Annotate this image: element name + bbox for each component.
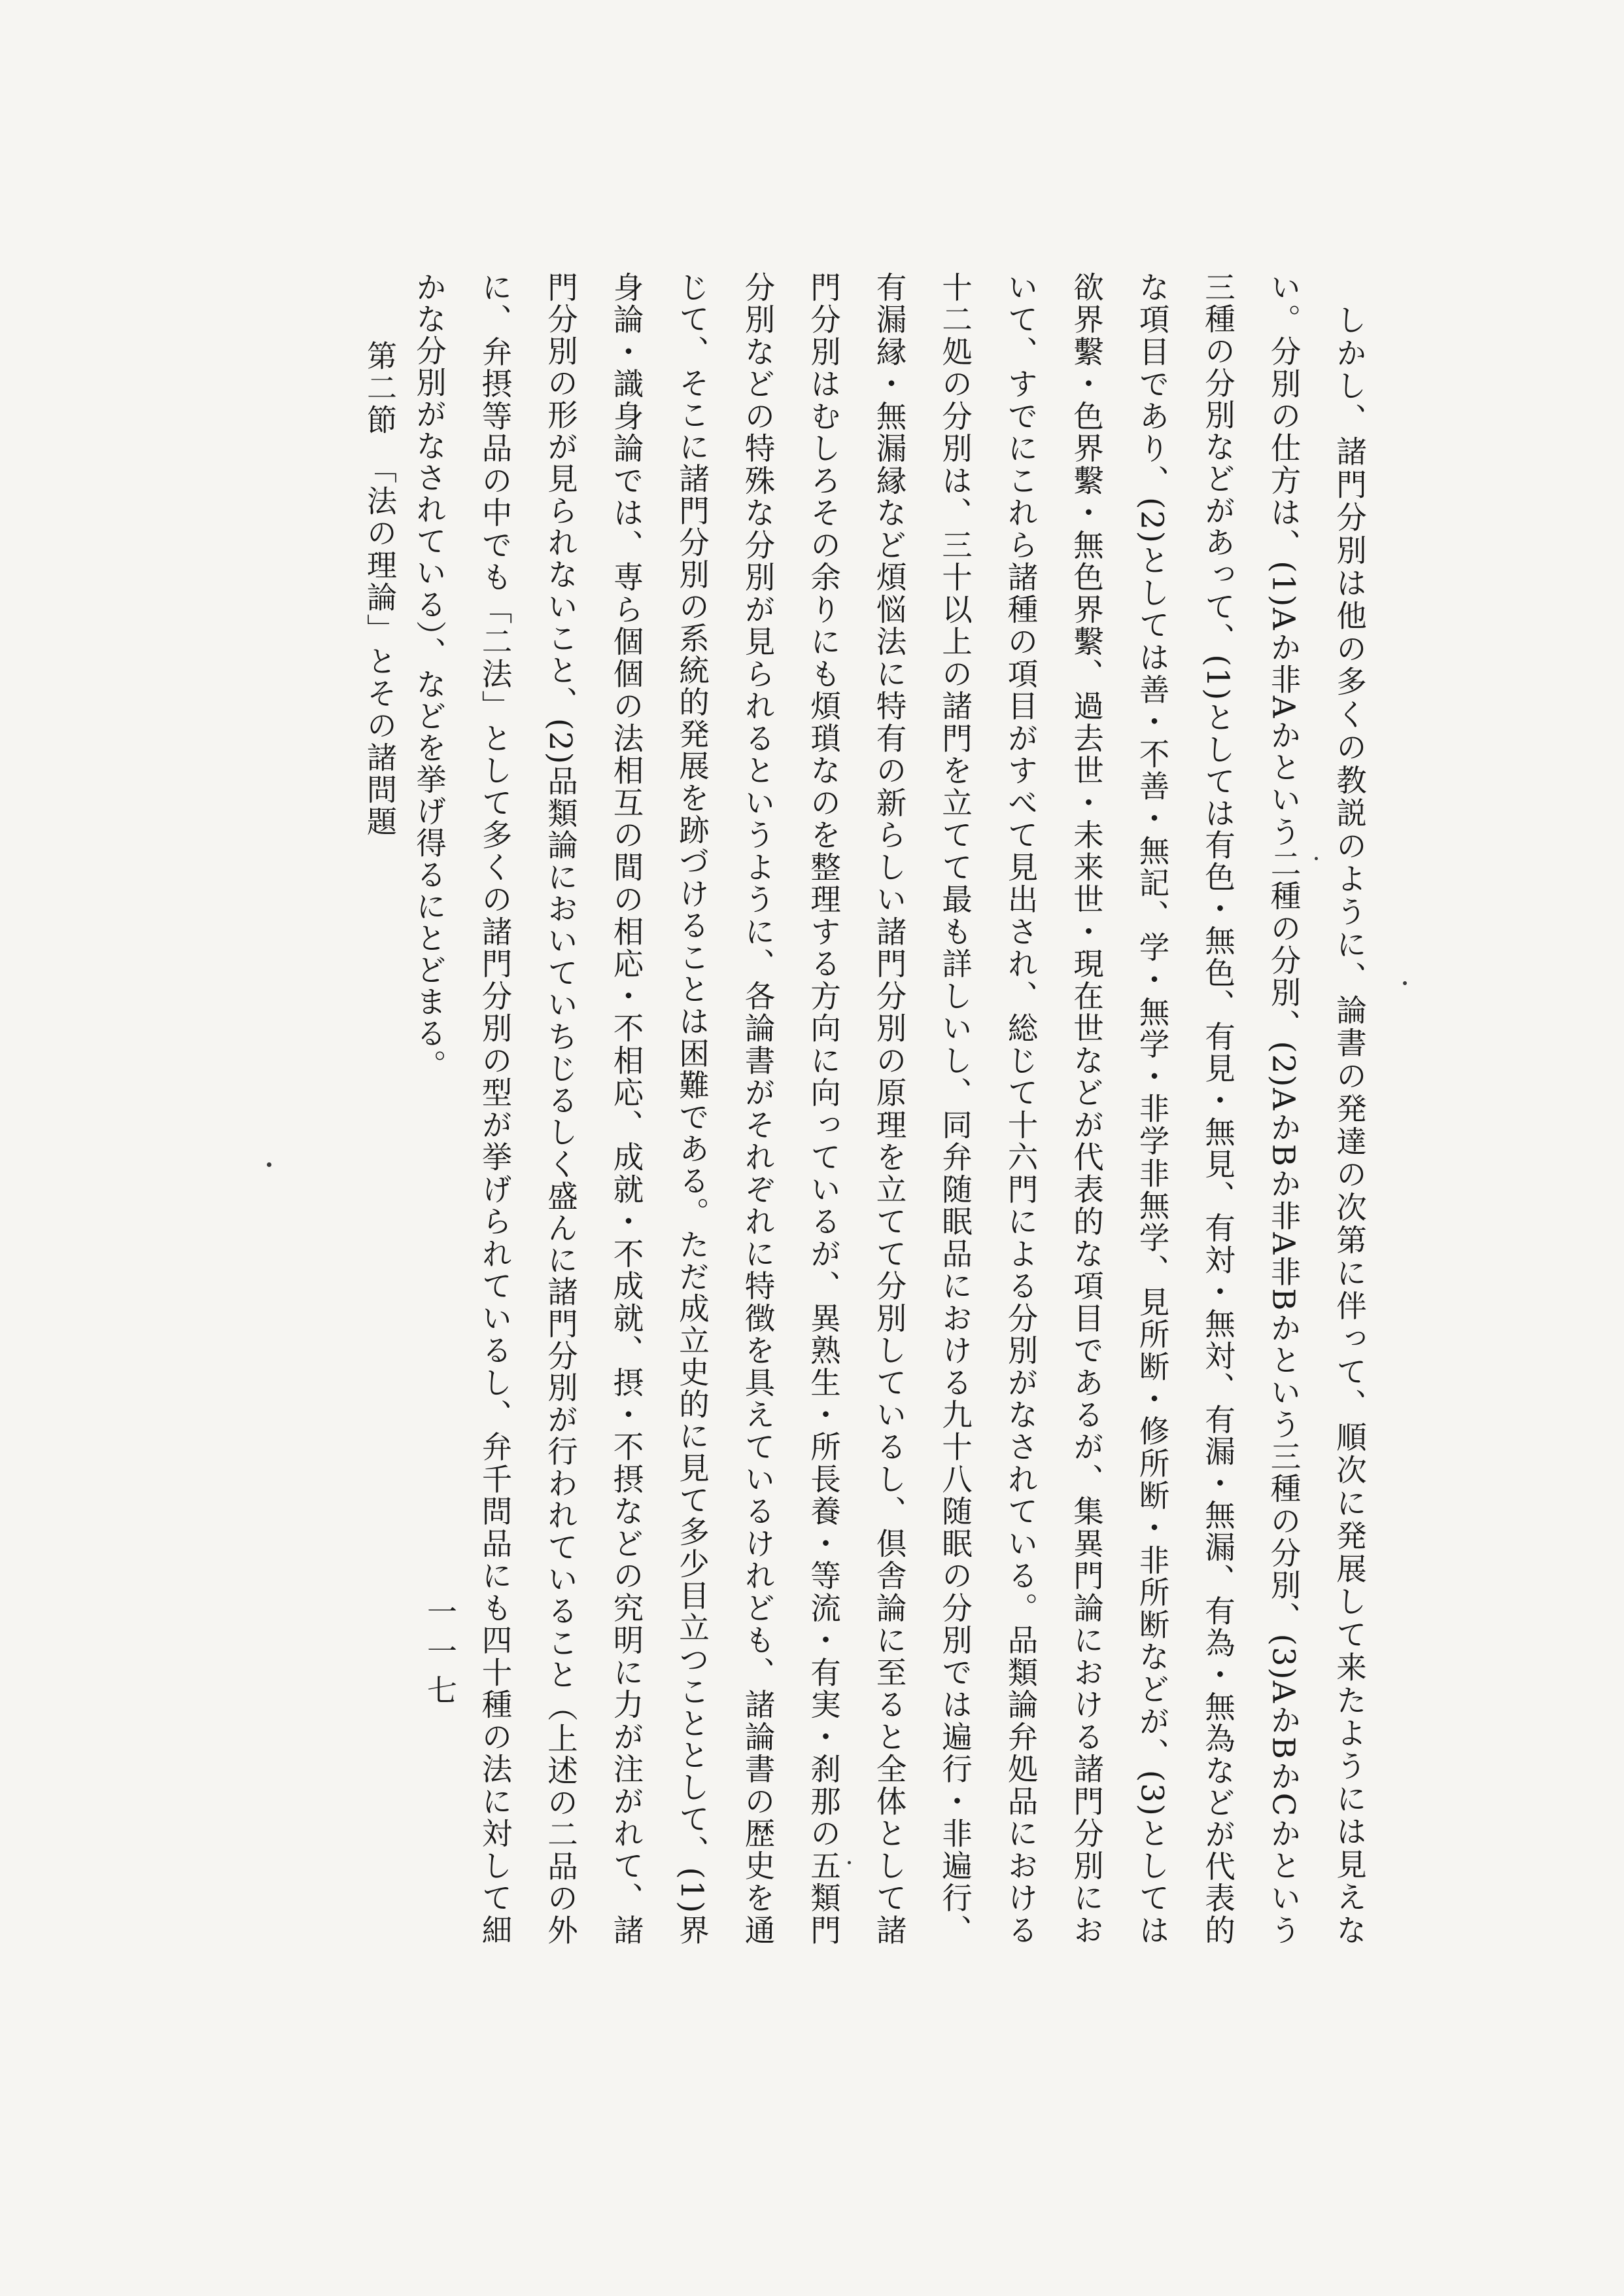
scan-speck: [848, 1861, 851, 1864]
page-number: 一一七: [423, 1596, 458, 1714]
running-head: 第二節 「法の理論」とその諸問題: [362, 340, 398, 838]
scan-speck: [1315, 857, 1318, 860]
paragraph: しかし、諸門分別は他の多くの教説のように、論書の発達の次第に伴って、順次に発展して来たようには見えない。分別の仕方は、(1)Aか非Aかという二種の分別、(2)AかBか非A非Bかという三種の分別、(3)AかBかCかという三種の分別などがあって、(1)としては有色・無色、有見・無見、有対・無対、有漏・無漏、有為・無為などが代表的な項目であり、(2)としては善・不善・無記、学・無学・非学非無学、見所断・修所断・非所断などが、(3)としては欲界繫・色界繫・無色界繫、過去世・未来世・現在世などが代表的な項目であるが、集異門論における諸門分別において、すでにこれら諸種の項目がすべて見出され、総じて十六門による分別がなされている。品類論弁処品における十二処の分別は、三十以上の諸門を立てて最も詳しいし、同弁随眠品における九十八随眠の分別では遍行・非遍行、有漏縁・無漏縁など煩悩法に特有の新らしい諸門分別の原理を立てて分別しているし、倶舎論に至ると全体として諸門分別はむしろその余りにも煩瑣なのを整理する方向に向っているが、異熟生・所長養・等流・有実・刹那の五類門分別などの特殊な分別が見られるというように、各論書がそれぞれに特徴を具えているけれども、諸論書の歴史を通じて、そこに諸門分別の系統的発展を跡づけることは困難である。ただ成立史的に見て多少目立つこととして、(1)界身論・識身論では、専ら個個の法相互の間の相応・不相応、成就・不成就、摂・不摂などの究明に力が注がれて、諸門分別の形が見られないこと、(2)品類論においていちじるしく盛んに諸門分別が行われていること（上述の二品の外に、弁摂等品の中でも「二法」として多くの諸門分別の型が挙げられているし、弁千問品にも四十種の法に対して細かな分別がなされている）、などを挙げ得るにとどまる。: [411, 271, 1367, 1946]
scan-speck: [267, 1162, 271, 1167]
scan-speck: [1403, 981, 1407, 985]
